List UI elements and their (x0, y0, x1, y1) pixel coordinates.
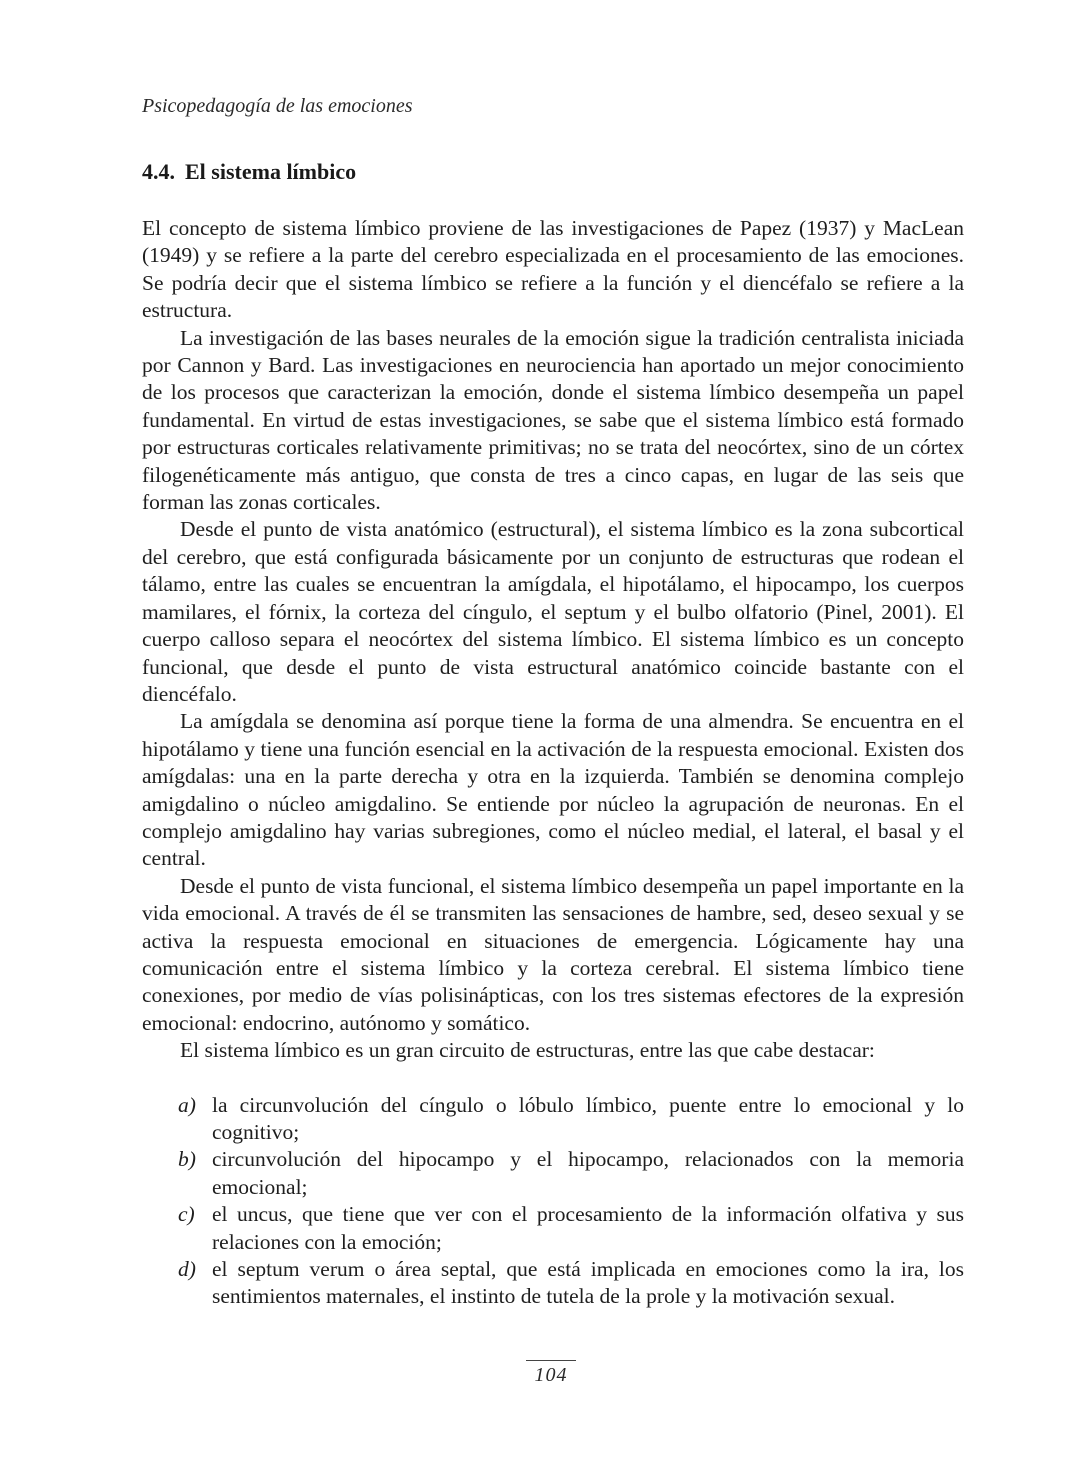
list-marker: b) (178, 1147, 196, 1172)
list-marker: a) (178, 1092, 196, 1117)
list-marker: d) (178, 1257, 196, 1282)
list-marker: c) (178, 1202, 195, 1227)
paragraph-3: Desde el punto de vista anatómico (estructural), el sistema límbico es la zona subcortical del cerebro, que está configurada básicamente por un conjunto de estructuras que rodean el tálamo, entre las cuales se encuentran la amígdala, el hipotálamo, el hipocampo, los cuerpos mamilares, el fórnix, la corteza del cíngulo, el septum y el bulbo olfatorio (Pinel, 2001). El cuerpo calloso separa el neocórtex del sistema límbico. El sistema límbico es un concepto funcional, que desde el punto de vista estructural anatómico coincide bastante con el diencéfalo. (142, 517, 964, 706)
section-title: El sistema límbico (185, 159, 357, 184)
paragraph-5: Desde el punto de vista funcional, el sistema límbico desempeña un papel importante en la vida emocional. A través de él se transmiten las sensaciones de hambre, sed, deseo sexual y se activa la respuesta emocional en situaciones de emergencia. Lógicamente hay una comunicación entre el sistema límbico y la corteza cerebral. El sistema límbico tiene conexiones, por medio de vías polisinápticas, con los tres sistemas efectores de la expresión emocional: endocrino, autónomo y somático. (142, 873, 964, 1035)
list-item (142, 1256, 964, 1311)
body-text (142, 215, 964, 1311)
list-item-text: la circunvolución del cíngulo o lóbulo límbico, puente entre lo emocional y lo cognitivo; (212, 1092, 964, 1144)
paragraph-4: La amígdala se denomina así porque tiene la forma de una almendra. Se encuentra en el hipotálamo y tiene una función esencial en la activación de la respuesta emocional. Existen dos amígdalas: una en la parte derecha y otra en la izquierda. También se denomina complejo amigdalino o núcleo amigdalino. Se entiende por núcleo la agrupación de neuronas. En el complejo amigdalino hay varias subregiones, como el núcleo medial, el lateral, el basal y el central. (142, 709, 964, 871)
page-number-rule (526, 1360, 576, 1361)
paragraph-1: El concepto de sistema límbico proviene de las investigaciones de Papez (1937) y MacLean (1949) y se refiere a la parte del cerebro especializada en el procesamiento de las emociones. Se podría decir que el sistema límbico se refiere a la función y el diencéfalo se refiere a la estructura. (142, 216, 964, 323)
structures-list (142, 1092, 964, 1311)
section-number: 4.4. (142, 159, 175, 184)
running-header: Psicopedagogía de las emociones (142, 95, 413, 117)
paragraph-6: El sistema límbico es un gran circuito de estructuras, entre las que cabe destacar: (180, 1038, 875, 1063)
list-item-text: circunvolución del hipocampo y el hipocampo, relacionados con la memoria emocional; (212, 1147, 964, 1199)
paragraph-2: La investigación de las bases neurales de la emoción sigue la tradición centralista iniciada por Cannon y Bard. Las investigaciones en neurociencia han aportado un mejor conocimiento de los procesos que caracterizan la emoción, donde el sistema límbico desempeña un papel fundamental. En virtud de estas investigaciones, se sabe que el sistema límbico está formado por estructuras corticales relativamente primitivas; no se trata del neocórtex, sino de un córtex filogenéticamente más antiguo, que consta de tres a cinco capas, en lugar de las seis que forman las zonas corticales. (142, 325, 964, 515)
list-item (142, 1146, 964, 1201)
section-heading (142, 159, 356, 185)
list-item-text: el uncus, que tiene que ver con el procesamiento de la información olfativa y sus relaciones con la emoción; (212, 1202, 964, 1254)
list-item-text: el septum verum o área septal, que está implicada en emociones como la ira, los sentimientos maternales, el instinto de tutela de la prole y la motivación sexual. (212, 1257, 964, 1309)
page-number: 104 (534, 1364, 568, 1386)
list-item (142, 1092, 964, 1147)
list-item (142, 1201, 964, 1256)
